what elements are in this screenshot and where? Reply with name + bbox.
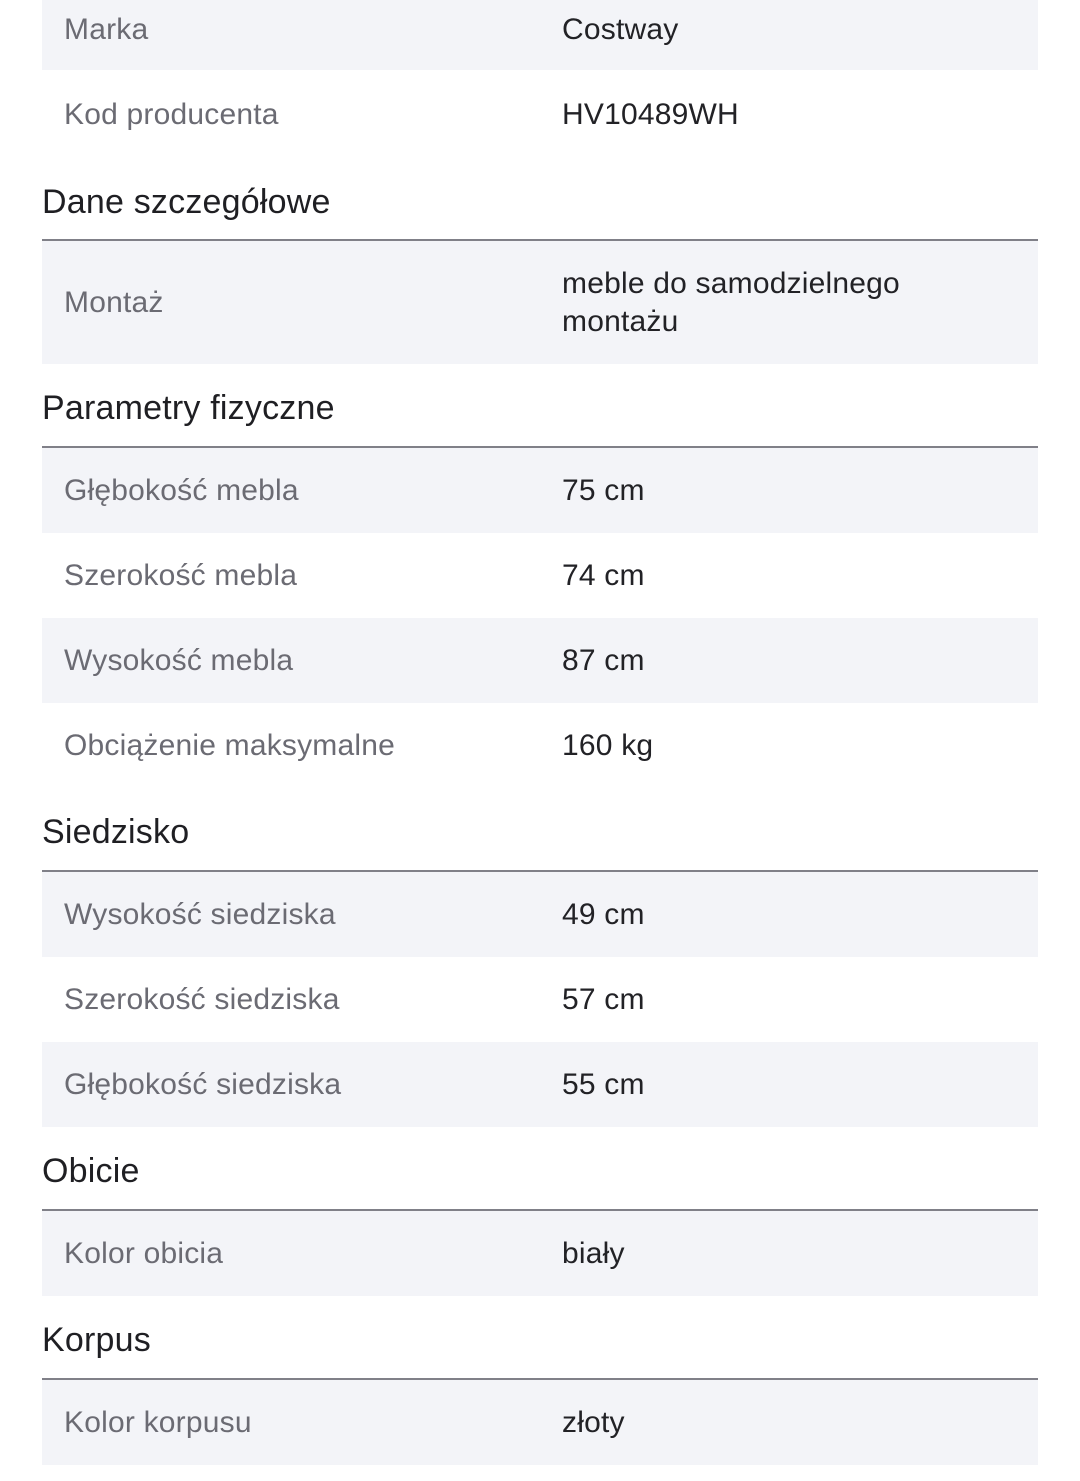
- spec-label: Marka: [64, 13, 149, 46]
- section-heading-seat: Siedzisko: [42, 788, 1038, 872]
- spec-row-width: [42, 533, 1038, 618]
- section-heading-frame: Korpus: [42, 1296, 1038, 1380]
- spec-row-height: [42, 618, 1038, 703]
- spec-label: Kolor korpusu: [64, 1405, 252, 1439]
- spec-value: HV10489WH: [562, 97, 739, 131]
- spec-label: Głębokość mebla: [64, 473, 299, 507]
- spec-row-upholstery-color: [42, 1211, 1038, 1296]
- spec-value: Costway: [562, 13, 679, 46]
- spec-value: 55 cm: [562, 1067, 645, 1101]
- spec-value: 49 cm: [562, 897, 645, 931]
- spec-label: Wysokość siedziska: [64, 897, 336, 931]
- product-specifications: [42, 0, 1038, 1465]
- spec-value: 87 cm: [562, 643, 645, 677]
- spec-label: Szerokość siedziska: [64, 982, 340, 1016]
- spec-row-seat-width: [42, 957, 1038, 1042]
- spec-row-brand: [42, 0, 1038, 70]
- spec-label: Szerokość mebla: [64, 558, 298, 592]
- spec-row-max-load: [42, 703, 1038, 788]
- spec-label: Montaż: [64, 285, 164, 319]
- spec-row-manufacturer-code: [42, 70, 1038, 159]
- spec-row-assembly: [42, 241, 1038, 364]
- spec-value: złoty: [562, 1405, 625, 1439]
- spec-value: biały: [562, 1236, 625, 1270]
- spec-row-frame-color: [42, 1380, 1038, 1465]
- spec-value: 74 cm: [562, 558, 645, 592]
- spec-value: 160 kg: [562, 728, 654, 762]
- spec-row-depth: [42, 448, 1038, 533]
- section-heading-physical-parameters: Parametry fizyczne: [42, 364, 1038, 448]
- spec-row-seat-height: [42, 872, 1038, 957]
- section-heading-upholstery: Obicie: [42, 1127, 1038, 1211]
- spec-value: 75 cm: [562, 473, 645, 507]
- spec-value: meble do samodzielnego montażu: [562, 266, 900, 338]
- spec-label: Kolor obicia: [64, 1236, 224, 1270]
- spec-value: 57 cm: [562, 982, 645, 1016]
- spec-label: Obciążenie maksymalne: [64, 728, 396, 762]
- spec-label: Głębokość siedziska: [64, 1067, 342, 1101]
- section-heading-details: Dane szczegółowe: [42, 159, 1038, 241]
- spec-row-seat-depth: [42, 1042, 1038, 1127]
- spec-label: Wysokość mebla: [64, 643, 294, 677]
- spec-label: Kod producenta: [64, 97, 279, 131]
